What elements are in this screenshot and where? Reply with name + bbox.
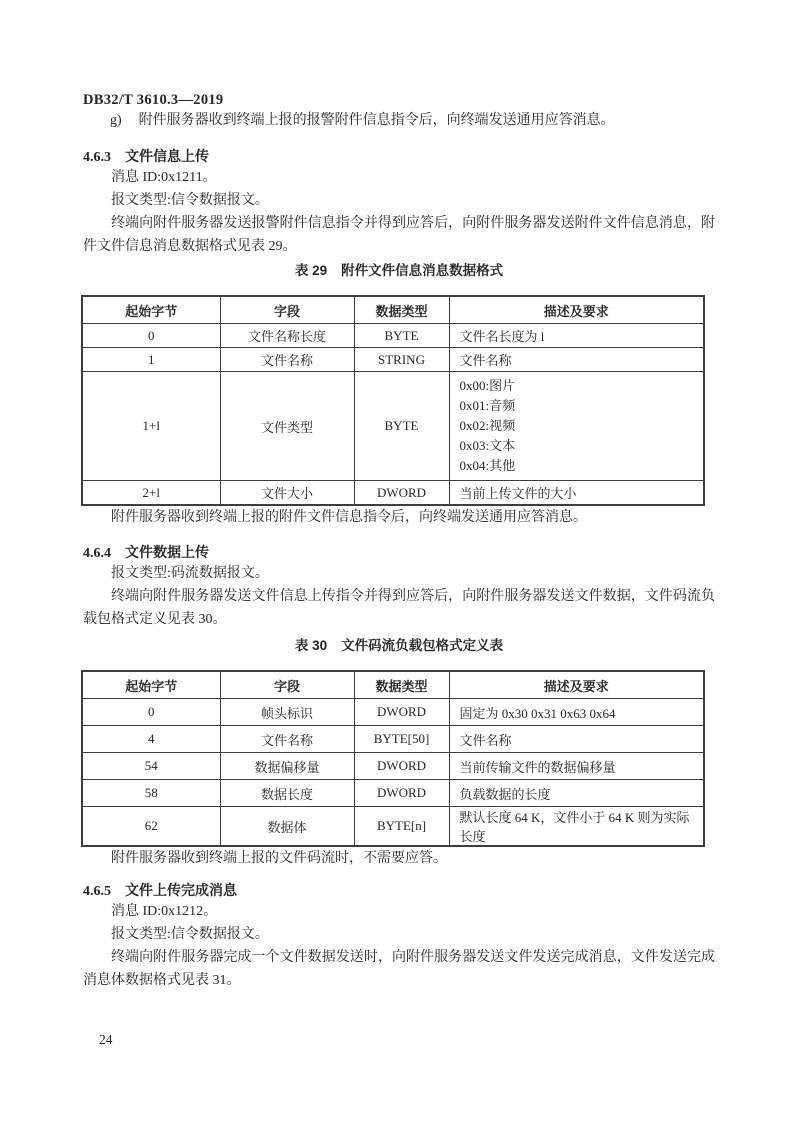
cell-field: 数据长度 [220,780,354,807]
cell-start-byte: 1+l [82,372,220,481]
paragraph-flow-description: 终端向附件服务器发送文件信息上传指令并得到应答后，向附件服务器发送文件数据，文件码流负载包格式定义见表 30。 [83,589,715,627]
table-row [82,348,704,372]
table30-caption-text: 文件码流负载包格式定义表 [341,638,504,653]
cell-description: 负载数据的长度 [449,780,704,807]
cell-description: 当前传输文件的数据偏移量 [449,753,704,780]
section-title: 文件信息上传 [125,148,209,164]
cell-data-type: DWORD [354,481,449,506]
section-heading-4-6-4 [83,544,715,562]
table30 [81,670,705,847]
table-row [82,780,704,807]
cell-field: 数据偏移量 [220,753,354,780]
section-number: 4.6.3 [83,150,111,165]
cell-data-type: DWORD [354,699,449,726]
table-row [82,726,704,753]
paragraph-flow-description: 终端向附件服务器发送报警附件信息指令并得到应答后，向附件服务器发送附件文件信息消息，附件文件信息消息数据格式见表 29。 [83,216,715,254]
paragraph-server-reply: 附件服务器收到终端上报的文件码流时，不需要应答。 [111,851,447,866]
cell-start-byte: 58 [82,780,220,807]
table-row [82,753,704,780]
cell-data-type: BYTE [354,324,449,348]
cell-start-byte: 4 [82,726,220,753]
table-row [82,699,704,726]
column-header-field: 字段 [220,671,354,699]
cell-description [449,372,704,481]
column-header-description: 描述及要求 [449,671,704,699]
table-row [82,324,704,348]
cell-start-byte: 2+l [82,481,220,506]
cell-field: 文件名称 [220,726,354,753]
paragraph-server-reply: 附件服务器收到终端上报的附件文件信息指令后，向终端发送通用应答消息。 [111,510,587,525]
table29-caption [83,262,715,279]
table29 [81,295,705,506]
column-header-description: 描述及要求 [449,296,704,324]
desc-line: 0x03:文本 [459,438,516,453]
column-header-start-byte: 起始字节 [82,671,220,699]
section-heading-4-6-5 [83,882,715,900]
table-row [82,807,704,847]
column-header-data-type: 数据类型 [354,671,449,699]
column-header-start-byte: 起始字节 [82,296,220,324]
cell-field: 文件大小 [220,481,354,506]
paragraph-message-type: 报文类型:码流数据报文。 [111,566,269,581]
column-header-field: 字段 [220,296,354,324]
cell-description: 文件名称 [449,348,704,372]
cell-field: 数据体 [220,807,354,847]
paragraph-message-type: 报文类型:信令数据报文。 [111,193,269,208]
table-row [82,372,704,481]
cell-start-byte: 62 [82,807,220,847]
cell-data-type: BYTE[50] [354,726,449,753]
section-number: 4.6.4 [83,546,111,561]
cell-start-byte: 54 [82,753,220,780]
doc-code-header: DB32/T 3610.3—2019 [83,92,224,108]
cell-field: 文件名称 [220,348,354,372]
list-item-g-label: g) [110,113,122,128]
cell-description: 当前上传文件的大小 [449,481,704,506]
desc-line: 0x01:音频 [459,398,516,413]
list-item-g [83,109,715,132]
paragraph-message-id: 消息 ID:0x1212。 [111,904,218,919]
cell-field: 帧头标识 [220,699,354,726]
column-header-data-type: 数据类型 [354,296,449,324]
cell-description: 文件名称 [449,726,704,753]
paragraph-message-type: 报文类型:信令数据报文。 [111,927,269,942]
cell-data-type: DWORD [354,753,449,780]
cell-description: 文件名长度为 l [449,324,704,348]
desc-line: 0x00:图片 [459,378,516,393]
cell-data-type: DWORD [354,780,449,807]
table30-caption [83,637,715,654]
table29-caption-text: 附件文件信息消息数据格式 [341,263,504,278]
cell-start-byte: 0 [82,324,220,348]
section-title: 文件上传完成消息 [125,882,237,898]
section-heading-4-6-3 [83,148,715,166]
cell-field: 文件类型 [220,372,354,481]
cell-field: 文件名称长度 [220,324,354,348]
cell-data-type: BYTE [354,372,449,481]
desc-line: 0x04:其他 [459,458,516,473]
table29-header-row [82,296,704,324]
cell-start-byte: 0 [82,699,220,726]
list-item-g-text: 附件服务器收到终端上报的报警附件信息指令后，向终端发送通用应答消息。 [138,113,615,128]
paragraph-flow-description: 终端向附件服务器完成一个文件数据发送时，向附件服务器发送文件发送完成消息，文件发送完成消息体数据格式见表 31。 [83,950,715,988]
cell-start-byte: 1 [82,348,220,372]
table29-caption-label: 表 29 [294,263,328,278]
desc-line: 0x02:视频 [459,418,516,433]
section-number: 4.6.5 [83,884,111,899]
table30-caption-label: 表 30 [294,638,328,653]
cell-data-type: BYTE[n] [354,807,449,847]
section-title: 文件数据上传 [125,544,209,560]
cell-description: 默认长度 64 K，文件小于 64 K 则为实际长度 [449,807,704,847]
paragraph-message-id: 消息 ID:0x1211。 [111,170,217,185]
table-row [82,481,704,506]
cell-data-type: STRING [354,348,449,372]
cell-description: 固定为 0x30 0x31 0x63 0x64 [449,699,704,726]
page-number: 24 [99,1032,113,1047]
table30-header-row [82,671,704,699]
